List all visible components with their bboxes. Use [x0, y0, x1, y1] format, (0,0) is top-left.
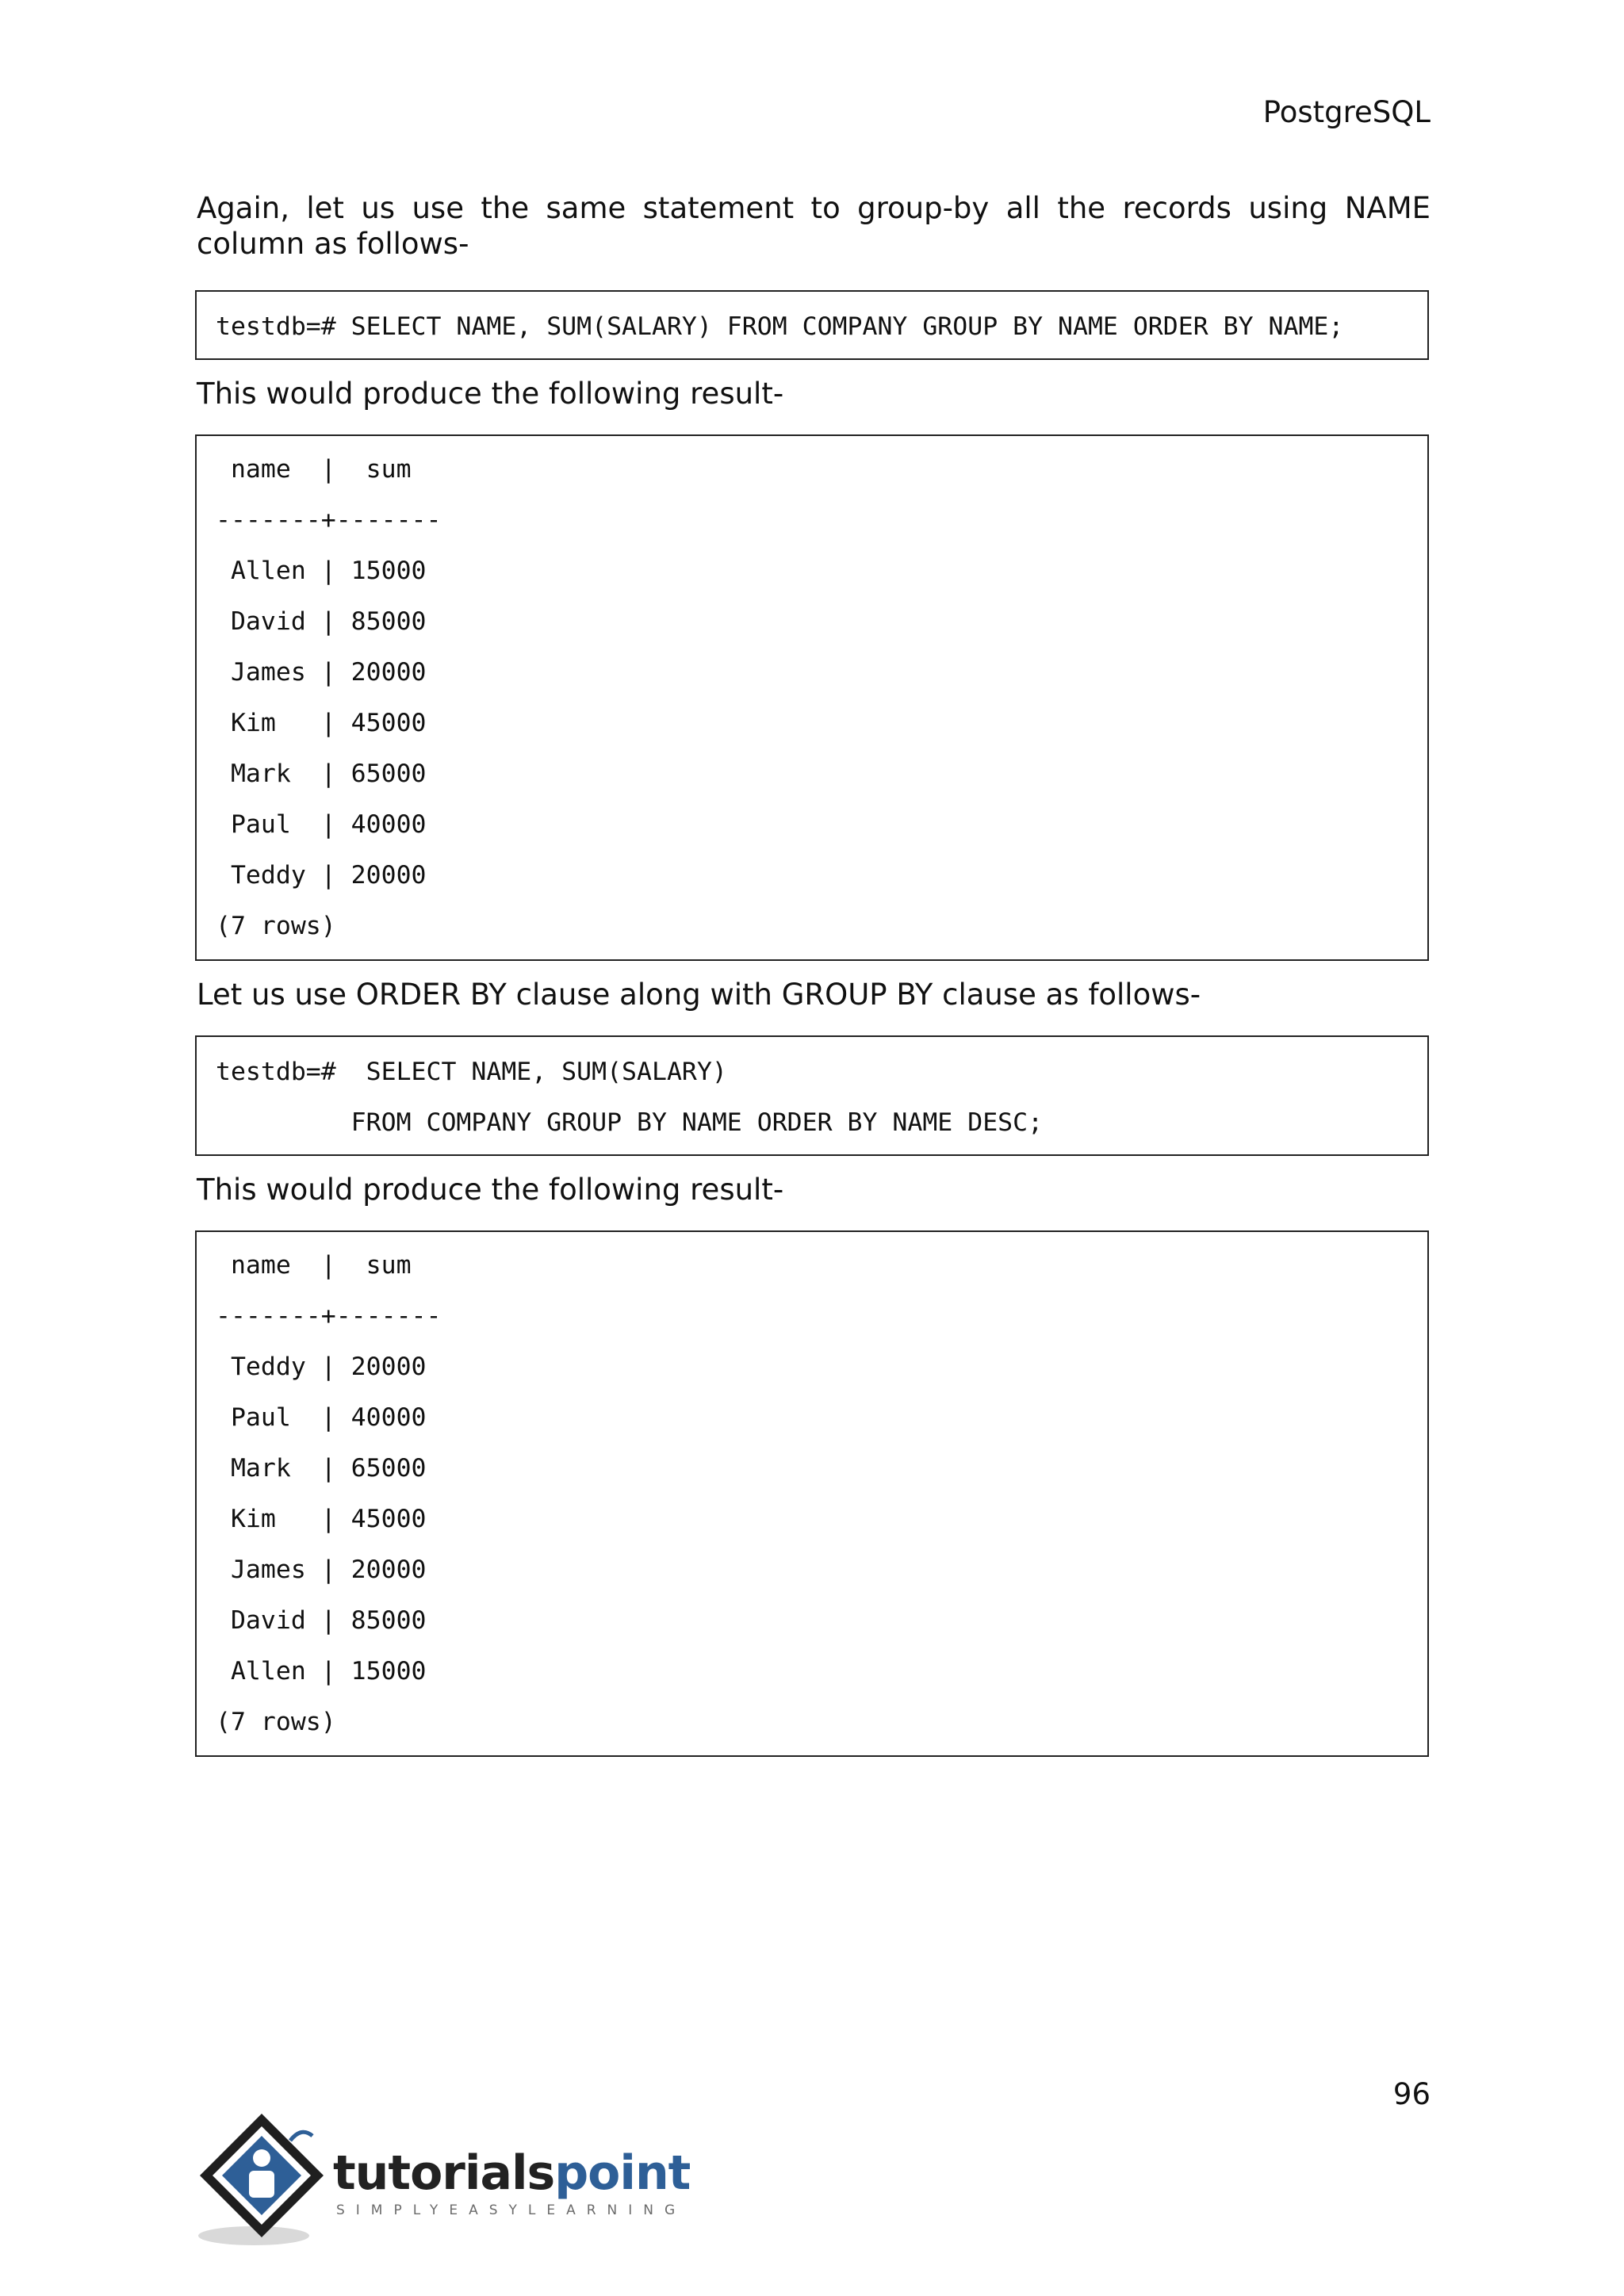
result2-intro-paragraph: This would produce the following result- [197, 1173, 784, 1207]
code-line: FROM COMPANY GROUP BY NAME ORDER BY NAME DESC; [216, 1108, 1044, 1137]
result-line: David | 85000 [216, 1606, 427, 1635]
result-line: Paul | 40000 [216, 810, 427, 839]
code-line: testdb=# SELECT NAME, SUM(SALARY) FROM COMPANY GROUP BY NAME ORDER BY NAME; [216, 312, 1344, 341]
query2-code-box [195, 1035, 1429, 1156]
result-line: Kim | 45000 [216, 1505, 427, 1533]
result-line: -------+------- [216, 506, 442, 534]
tutorialspoint-logo [195, 2109, 691, 2252]
result-line: James | 20000 [216, 658, 427, 687]
result-line: David | 85000 [216, 607, 427, 636]
result-line: James | 20000 [216, 1556, 427, 1584]
result-line: Allen | 15000 [216, 557, 427, 585]
page-number: 96 [1392, 2077, 1431, 2111]
result-line: name | sum [216, 455, 412, 484]
result2-output-box [195, 1230, 1429, 1757]
result-line: Paul | 40000 [216, 1403, 427, 1432]
order-intro-paragraph: Let us use ORDER BY clause along with GROUP BY clause as follows- [197, 978, 1201, 1012]
result-line: Allen | 15000 [216, 1657, 427, 1686]
query1-code-box [195, 290, 1429, 360]
result1-intro-paragraph: This would produce the following result- [197, 377, 784, 411]
intro-paragraph: Again, let us use the same statement to group-by all the records using NAME column as follows- [197, 191, 1431, 261]
result-line: Kim | 45000 [216, 709, 427, 737]
result-line: (7 rows) [216, 912, 336, 940]
result-line: Mark | 65000 [216, 1454, 427, 1483]
logo-tagline: SIMPLYEASYLEARNING [336, 2202, 687, 2218]
result-line: Teddy | 20000 [216, 1353, 427, 1381]
result-line: -------+------- [216, 1302, 442, 1330]
result-line: Mark | 65000 [216, 760, 427, 788]
code-line: testdb=# SELECT NAME, SUM(SALARY) [216, 1058, 727, 1086]
result-line: (7 rows) [216, 1708, 336, 1736]
result-line: Teddy | 20000 [216, 861, 427, 890]
result-line: name | sum [216, 1251, 412, 1280]
page-header-title: PostgreSQL [1262, 95, 1431, 129]
result1-output-box [195, 434, 1429, 961]
logo-diamond-icon [195, 2109, 330, 2252]
logo-wordmark: tutorialspoint [333, 2145, 691, 2201]
